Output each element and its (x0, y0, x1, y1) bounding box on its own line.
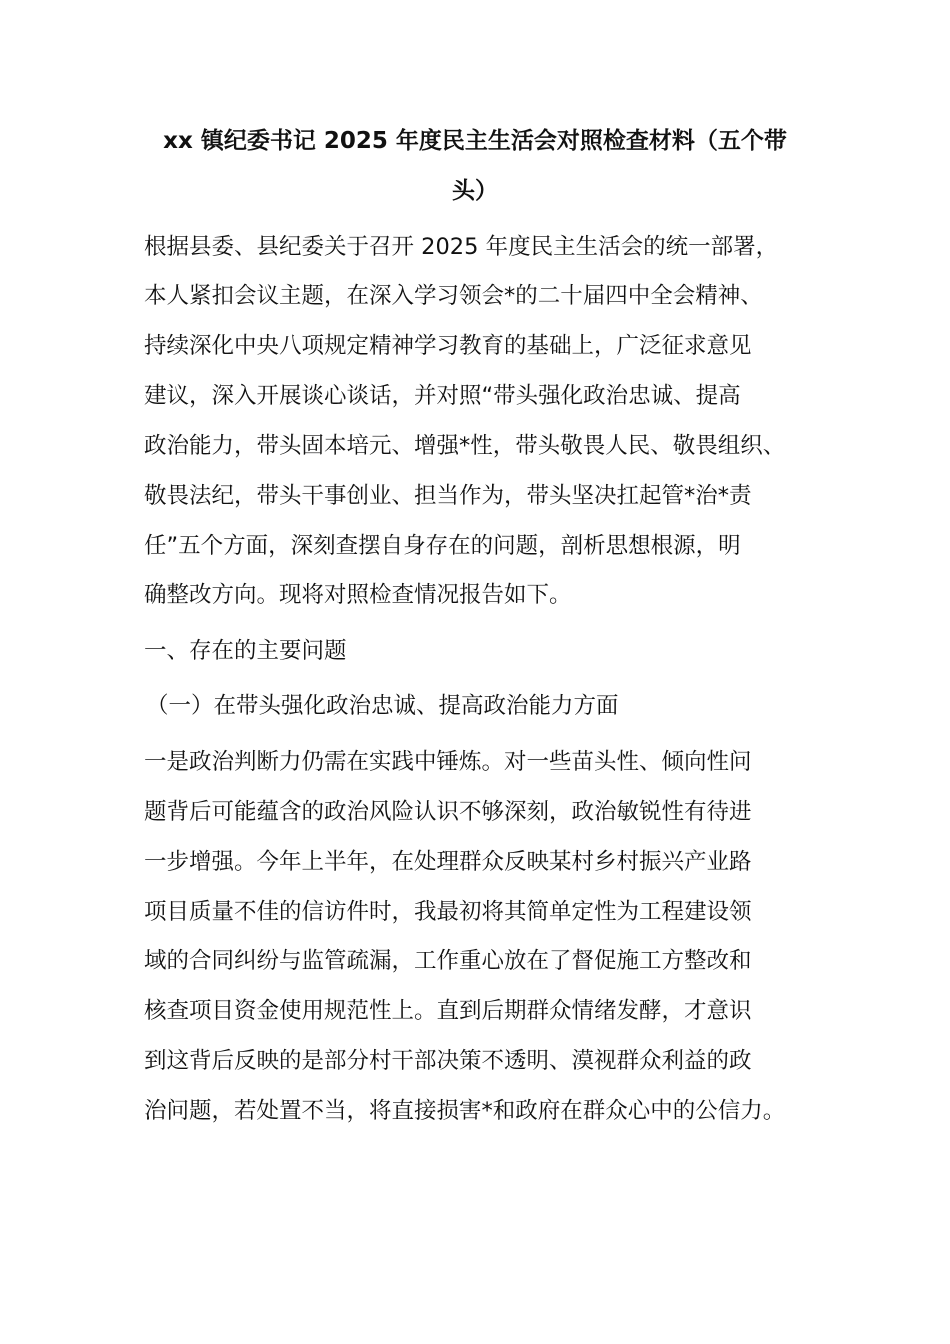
section-heading: 一、存在的主要问题 (144, 638, 347, 664)
subsection-heading: （一）在带头强化政治忠诚、提高政治能力方面 (146, 693, 619, 719)
body-line: 题背后可能蕴含的政治风险认识不够深刻，政治敏锐性有待进 (144, 799, 752, 825)
intro-line: 建议，深入开展谈心谈话，并对照“带头强化政治忠诚、提高 (144, 383, 741, 409)
intro-line: 政治能力，带头固本培元、增强*性，带头敬畏人民、敬畏组织、 (144, 433, 786, 459)
document-title-line-2: 头） (452, 178, 498, 204)
body-line: 治问题，若处置不当，将直接损害*和政府在群众心中的公信力。 (144, 1098, 786, 1124)
intro-line: 根据县委、县纪委关于召开 2025 年度民主生活会的统一部署， (144, 234, 779, 260)
body-line: 核查项目资金使用规范性上。直到后期群众情绪发酵，才意识 (144, 998, 752, 1024)
body-line: 域的合同纠纷与监管疏漏，工作重心放在了督促施工方整改和 (144, 948, 752, 974)
document-title-line-1: xx 镇纪委书记 2025 年度民主生活会对照检查材料（五个带 (163, 128, 787, 154)
intro-line: 持续深化中央八项规定精神学习教育的基础上，广泛征求意见 (144, 333, 752, 359)
body-line: 一步增强。今年上半年，在处理群众反映某村乡村振兴产业路 (144, 849, 752, 875)
intro-line: 确整改方向。现将对照检查情况报告如下。 (144, 582, 572, 608)
intro-line: 任”五个方面，深刻查摆自身存在的问题，剖析思想根源，明 (144, 533, 741, 559)
body-line: 项目质量不佳的信访件时，我最初将其简单定性为工程建设领 (144, 899, 752, 925)
intro-line: 本人紧扣会议主题，在深入学习领会*的二十届四中全会精神、 (144, 283, 763, 309)
body-line: 一是政治判断力仍需在实践中锤炼。对一些苗头性、倾向性问 (144, 749, 752, 775)
body-line: 到这背后反映的是部分村干部决策不透明、漠视群众利益的政 (144, 1048, 752, 1074)
intro-line: 敬畏法纪，带头干事创业、担当作为，带头坚决扛起管*治*责 (144, 483, 752, 509)
